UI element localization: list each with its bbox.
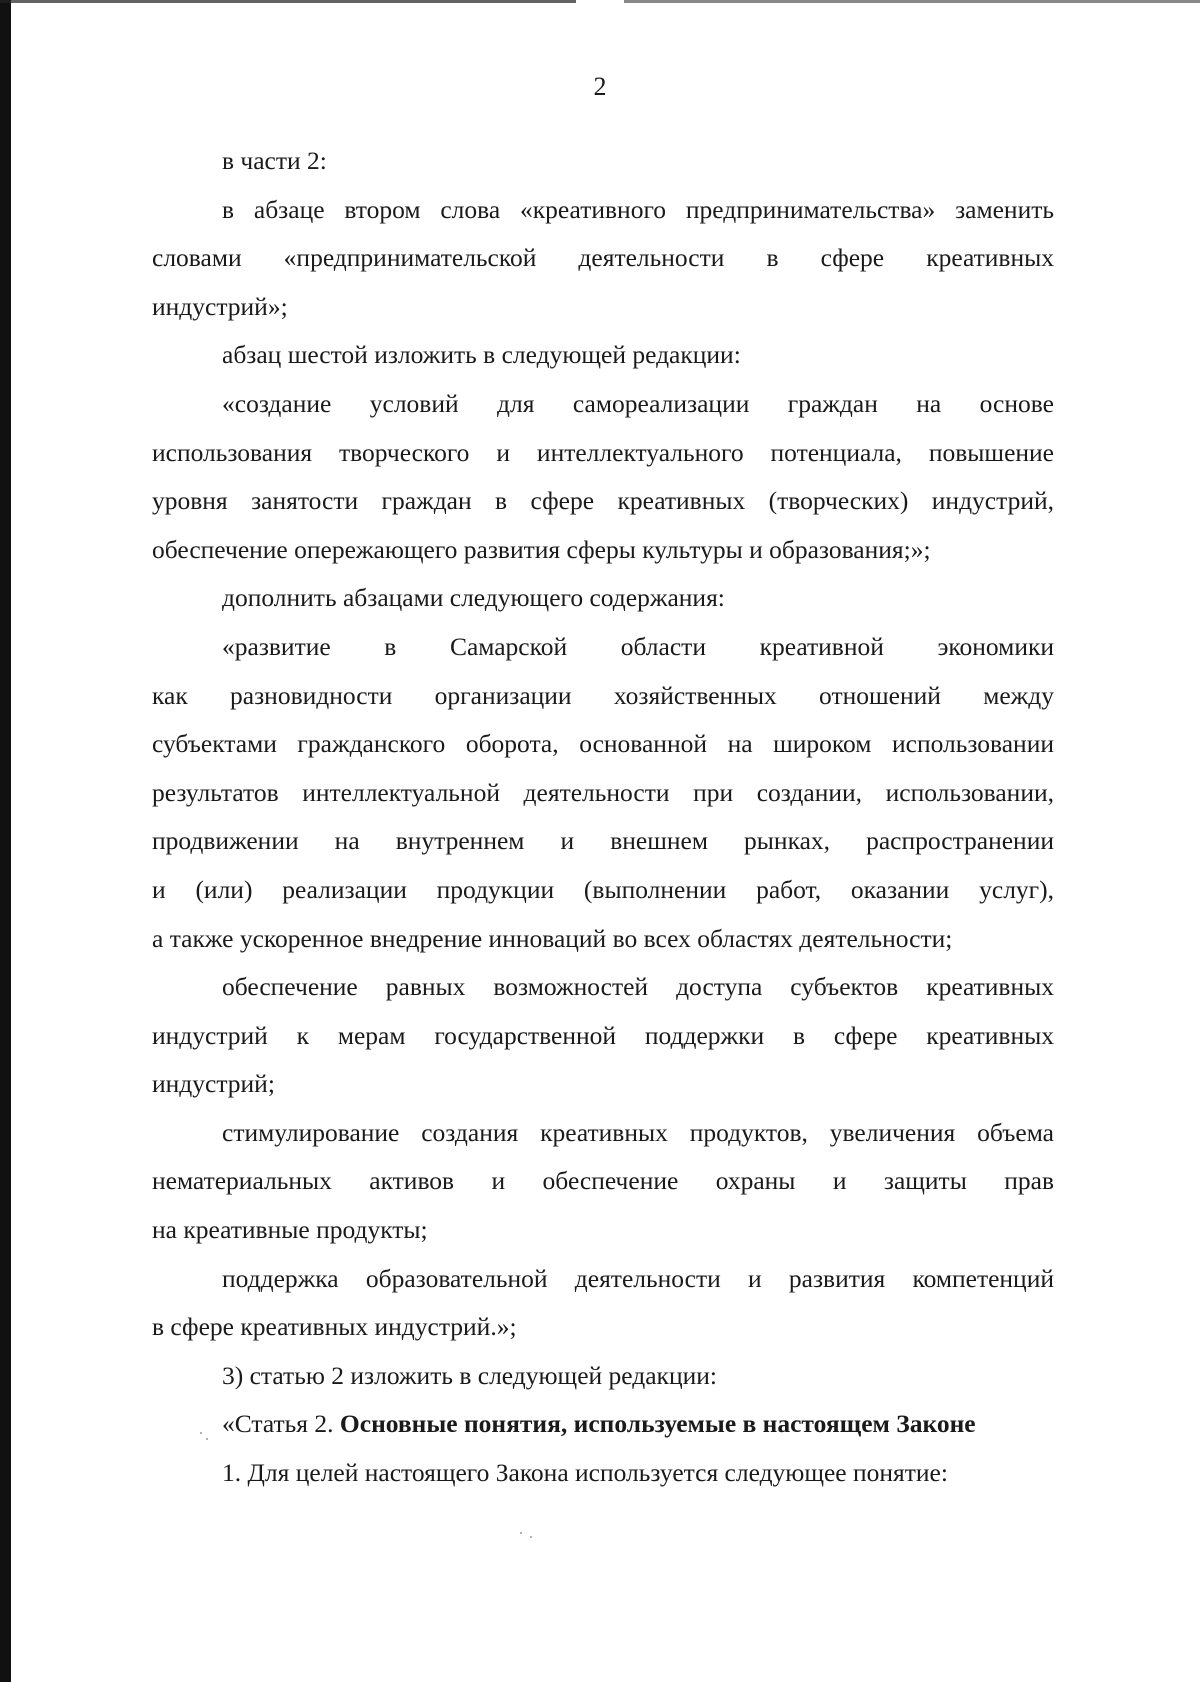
text-line: дополнить абзацами следующего содержания: — [222, 583, 725, 613]
text-line: индустрий к мерам государственной поддержки в сфере креативных — [152, 1020, 1054, 1050]
text-line: индустрий; — [152, 1069, 275, 1099]
text-line: нематериальных активов и обеспечение охраны и защиты прав — [152, 1166, 1054, 1196]
text-line: стимулирование создания креативных продуктов, увеличения объема — [222, 1117, 1054, 1147]
text-line: а также ускоренное внедрение инноваций во всех областях деятельности; — [152, 923, 953, 953]
scan-speck — [520, 1532, 522, 1534]
text-line: словами «предпринимательской деятельности в сфере креативных — [152, 243, 1054, 273]
text-line: на креативные продукты; — [152, 1215, 428, 1245]
text-line: использования творческого и интеллектуального потенциала, повышение — [152, 437, 1054, 467]
text-line: индустрий»; — [152, 291, 288, 321]
text-line: обеспечение равных возможностей доступа субъектов креативных — [222, 972, 1054, 1002]
scan-speck — [206, 1438, 208, 1440]
text-line: 3) статью 2 изложить в следующей редакции: — [222, 1360, 717, 1390]
document-body — [152, 137, 1054, 1498]
text-line: «создание условий для самореализации граждан на основе — [222, 388, 1054, 418]
scan-top-edge — [0, 0, 1200, 3]
text-line: субъектами гражданского оборота, основанной на широком использовании — [152, 729, 1054, 759]
scan-edge — [0, 0, 11, 1682]
text-line: поддержка образовательной деятельности и развития компетенций — [222, 1263, 1054, 1293]
text-line: в абзаце втором слова «креативного предпринимательства» заменить — [222, 194, 1054, 224]
scan-speck — [200, 1432, 202, 1434]
text-line: 1. Для целей настоящего Закона используется следующее понятие: — [222, 1458, 948, 1488]
text-line: уровня занятости граждан в сфере креативных (творческих) индустрий, — [152, 486, 1054, 516]
text-line: и (или) реализации продукции (выполнении работ, оказании услуг), — [152, 874, 1054, 904]
text-line: «развитие в Самарской области креативной экономики — [222, 631, 1054, 661]
article-heading — [152, 1400, 1054, 1449]
page-number: 2 — [593, 72, 607, 101]
text-line: абзац шестой изложить в следующей редакции: — [222, 340, 741, 370]
article-prefix: «Статья 2. — [222, 1409, 340, 1439]
text-line: в части 2: — [222, 146, 327, 175]
scan-speck — [530, 1536, 532, 1538]
text-line: результатов интеллектуальной деятельности при создании, использовании, — [152, 777, 1054, 807]
text-line: обеспечение опережающего развития сферы культуры и образования;»; — [152, 534, 931, 564]
article-title: Основные понятия, используемые в настоящем Законе — [339, 1409, 976, 1439]
text-line: в сфере креативных индустрий.»; — [152, 1312, 517, 1342]
text-line: как разновидности организации хозяйственных отношений между — [152, 680, 1054, 710]
text-line: продвижении на внутреннем и внешнем рынках, распространении — [152, 826, 1054, 856]
